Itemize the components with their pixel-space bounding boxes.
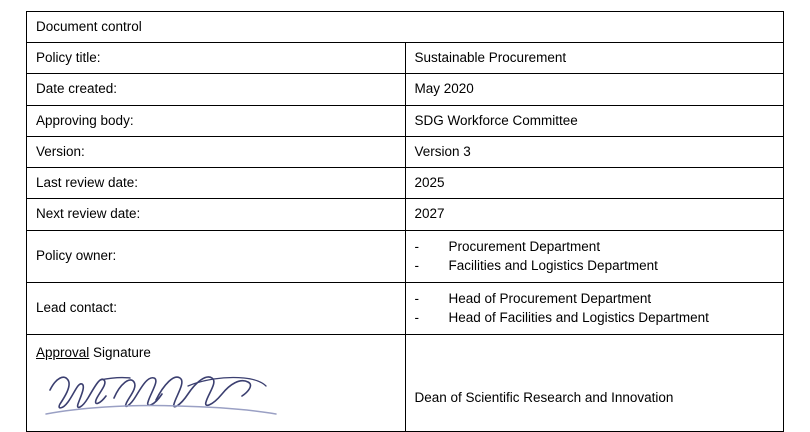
row-value-policy-title: Sustainable Procurement [405,43,784,74]
row-label-lead-contact: Lead contact: [27,282,406,334]
dash-bullet: - [414,310,419,326]
list-item [415,308,776,328]
row-value-version: Version 3 [405,136,784,167]
row-label-approving-body: Approving body: [27,105,406,136]
row-value-policy-owner [405,230,784,282]
signature-image [36,364,397,424]
approval-label-rest: Signature [89,344,151,360]
list-item [415,237,776,257]
row-label-approval-signature [27,334,406,431]
list-item-label: Head of Facilities and Logistics Department [448,310,709,326]
table-row [27,74,784,105]
table-row [27,168,784,199]
list-item-label: Head of Procurement Department [448,290,652,306]
row-label-last-review-date: Last review date: [27,168,406,199]
row-label-version: Version: [27,136,406,167]
list-item [415,289,776,309]
approval-label-underlined: Approval [36,344,90,360]
row-label-policy-owner: Policy owner: [27,230,406,282]
row-label-date-created: Date created: [27,74,406,105]
dash-bullet: - [414,238,419,254]
row-value-lead-contact [405,282,784,334]
table-row [27,136,784,167]
approval-signature-label [36,342,151,362]
row-value-approving-body: SDG Workforce Committee [405,105,784,136]
row-value-date-created: May 2020 [405,74,784,105]
table-header-cell: Document control [27,12,784,43]
list-item-label: Facilities and Logistics Department [448,258,658,274]
row-value-next-review-date: 2027 [405,199,784,230]
lead-contact-list [415,289,776,328]
list-item [415,256,776,276]
row-label-policy-title: Policy title: [27,43,406,74]
table-row [27,43,784,74]
row-value-approval [405,334,784,431]
document-control-table [26,11,784,432]
row-value-last-review-date: 2025 [405,168,784,199]
table-row [27,105,784,136]
approval-value-label: Dean of Scientific Research and Innovation [414,389,674,405]
dash-bullet: - [414,290,419,306]
table-row [27,199,784,230]
table-row-policy-owner [27,230,784,282]
table-row-approval [27,334,784,431]
policy-owner-list [415,237,776,276]
table-row-lead-contact [27,282,784,334]
row-label-next-review-date: Next review date: [27,199,406,230]
table-header-row [27,12,784,43]
dash-bullet: - [414,258,419,274]
list-item-label: Procurement Department [448,238,601,254]
